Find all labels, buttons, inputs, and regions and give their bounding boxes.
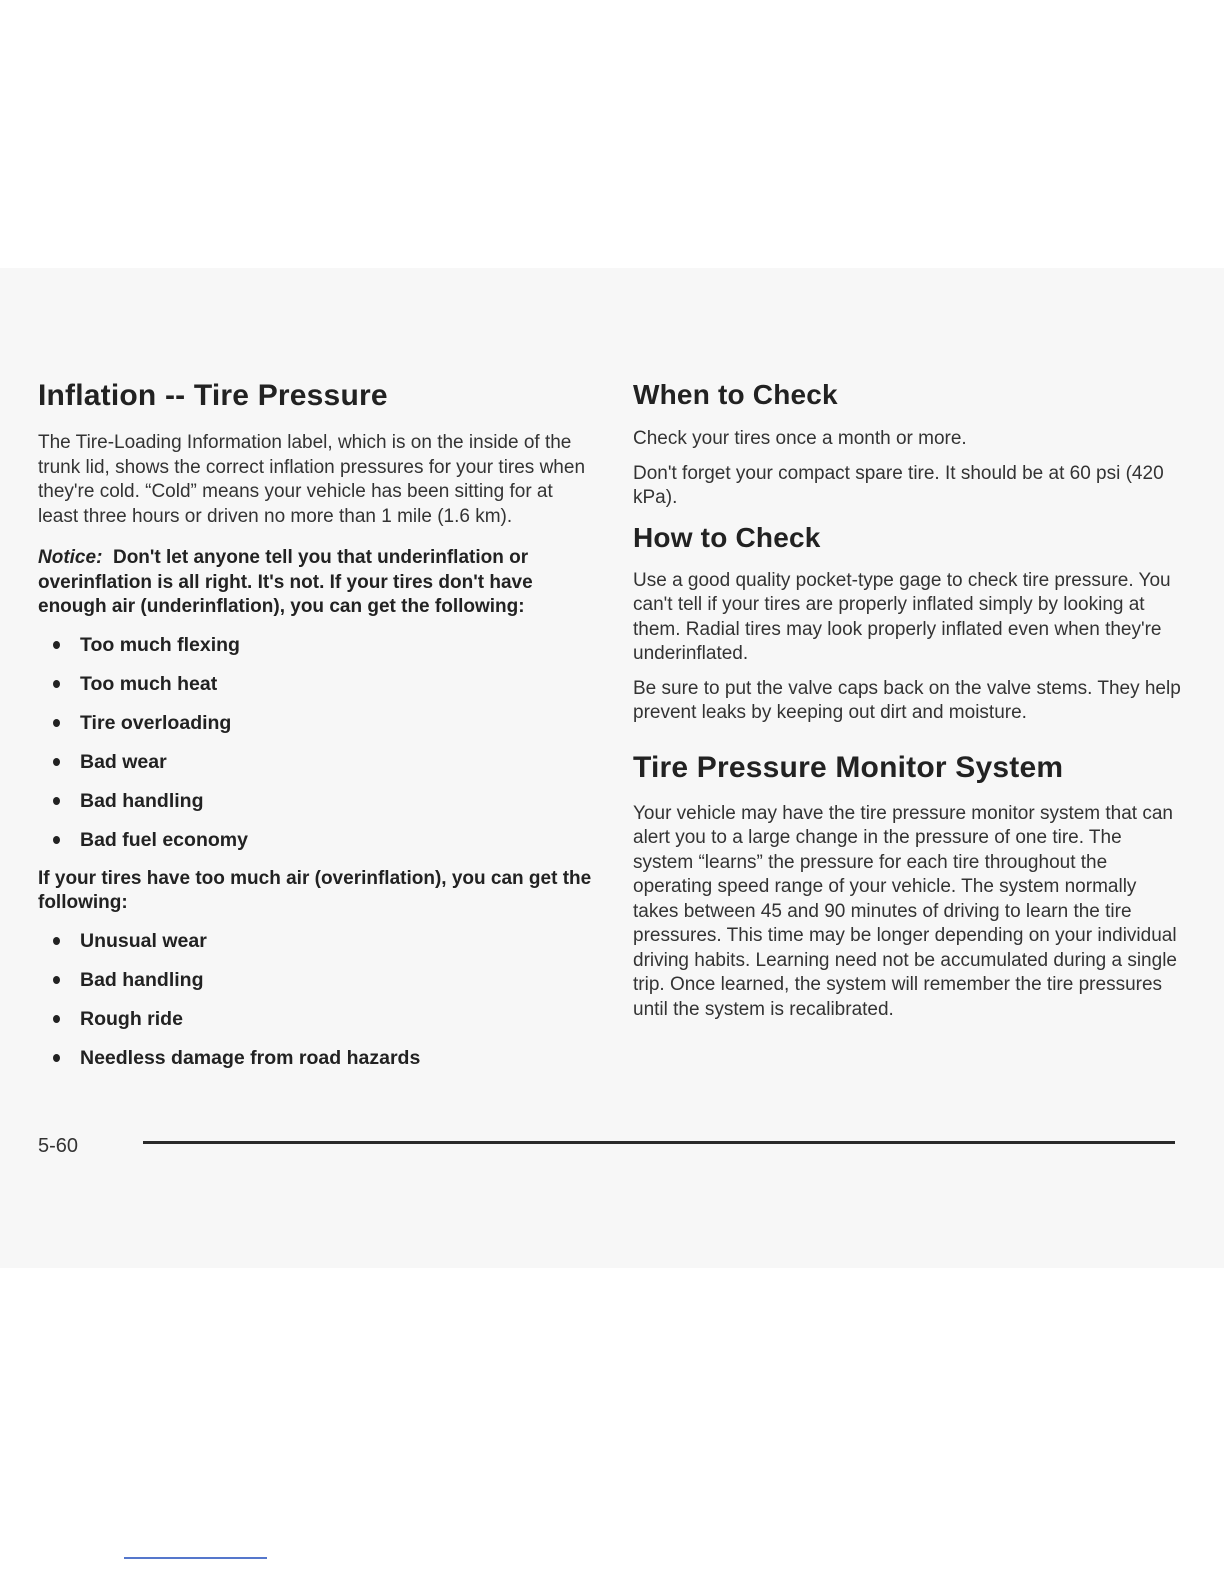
list-item: Bad handling bbox=[38, 968, 594, 992]
notice-paragraph bbox=[38, 546, 594, 620]
bullet-icon bbox=[53, 641, 60, 649]
underinflation-list bbox=[38, 633, 594, 852]
bullet-icon bbox=[53, 976, 60, 984]
notice-label: Notice: bbox=[38, 547, 103, 568]
list-item: Bad wear bbox=[38, 750, 594, 774]
bullet-icon bbox=[53, 680, 60, 688]
inflation-heading: Inflation -- Tire Pressure bbox=[38, 379, 388, 412]
bullet-icon bbox=[53, 836, 60, 844]
list-item: Bad handling bbox=[38, 789, 594, 813]
how-to-check-heading: How to Check bbox=[633, 521, 821, 553]
tire-pressure-monitor-paragraph: Your vehicle may have the tire pressure monitor system that can alert you to a large change in the pressure of one tire. The system “learns” the pressure for each tire throughout the operating speed range of your vehicle. The system normally takes between 45 and 90 minutes of driving to learn the tire pressures. This time may be longer depending on your individual driving habits. Learning need not be accumulated during a single trip. Once learned, the system will remember the tire pressures until the system is recalibrated. bbox=[633, 802, 1177, 1020]
overinflation-intro: If your tires have too much air (overinflation), you can get the following: bbox=[38, 867, 592, 913]
footer-divider bbox=[143, 1141, 1175, 1144]
link-underline bbox=[124, 1557, 267, 1559]
bullet-icon bbox=[53, 1015, 60, 1023]
left-column bbox=[38, 378, 594, 1070]
list-item: Too much flexing bbox=[38, 633, 594, 657]
list-item: Tire overloading bbox=[38, 711, 594, 735]
when-to-check-heading: When to Check bbox=[633, 379, 838, 410]
bullet-icon bbox=[53, 719, 60, 727]
how-to-check-paragraph-1: Use a good quality pocket-type gage to check tire pressure. You can't tell if your tires are properly inflated simply by looking at them. Radial tires may look properly inflated even when they're underinflated. bbox=[633, 569, 1171, 664]
list-item: Bad fuel economy bbox=[38, 828, 594, 852]
list-item: Needless damage from road hazards bbox=[38, 1046, 594, 1070]
notice-text: Don't let anyone tell you that underinflation or overinflation is all right. It's not. If your tires don't have enough air (underinflation), you can get the following: bbox=[38, 547, 533, 617]
overinflation-list bbox=[38, 929, 594, 1070]
bullet-icon bbox=[53, 937, 60, 945]
list-item: Too much heat bbox=[38, 672, 594, 696]
inflation-intro-paragraph: The Tire-Loading Information label, which is on the inside of the trunk lid, shows the correct inflation pressures for your tires when they're cold. “Cold” means your vehicle has been sitting for at least three hours or driven no more than 1 mile (1.6 km). bbox=[38, 432, 586, 527]
how-to-check-paragraph-2: Be sure to put the valve caps back on the valve stems. They help prevent leaks by keeping out dirt and moisture. bbox=[633, 677, 1181, 723]
page-number: 5-60 bbox=[38, 1135, 79, 1157]
when-to-check-paragraph-2: Don't forget your compact spare tire. It should be at 60 psi (420 kPa). bbox=[633, 462, 1164, 508]
list-item: Rough ride bbox=[38, 1007, 594, 1031]
list-item: Unusual wear bbox=[38, 929, 594, 953]
right-column bbox=[633, 378, 1183, 1022]
when-to-check-paragraph-1: Check your tires once a month or more. bbox=[633, 428, 967, 449]
bullet-icon bbox=[53, 1054, 60, 1062]
bullet-icon bbox=[53, 797, 60, 805]
tire-pressure-monitor-heading: Tire Pressure Monitor System bbox=[633, 750, 1064, 784]
bullet-icon bbox=[53, 758, 60, 766]
